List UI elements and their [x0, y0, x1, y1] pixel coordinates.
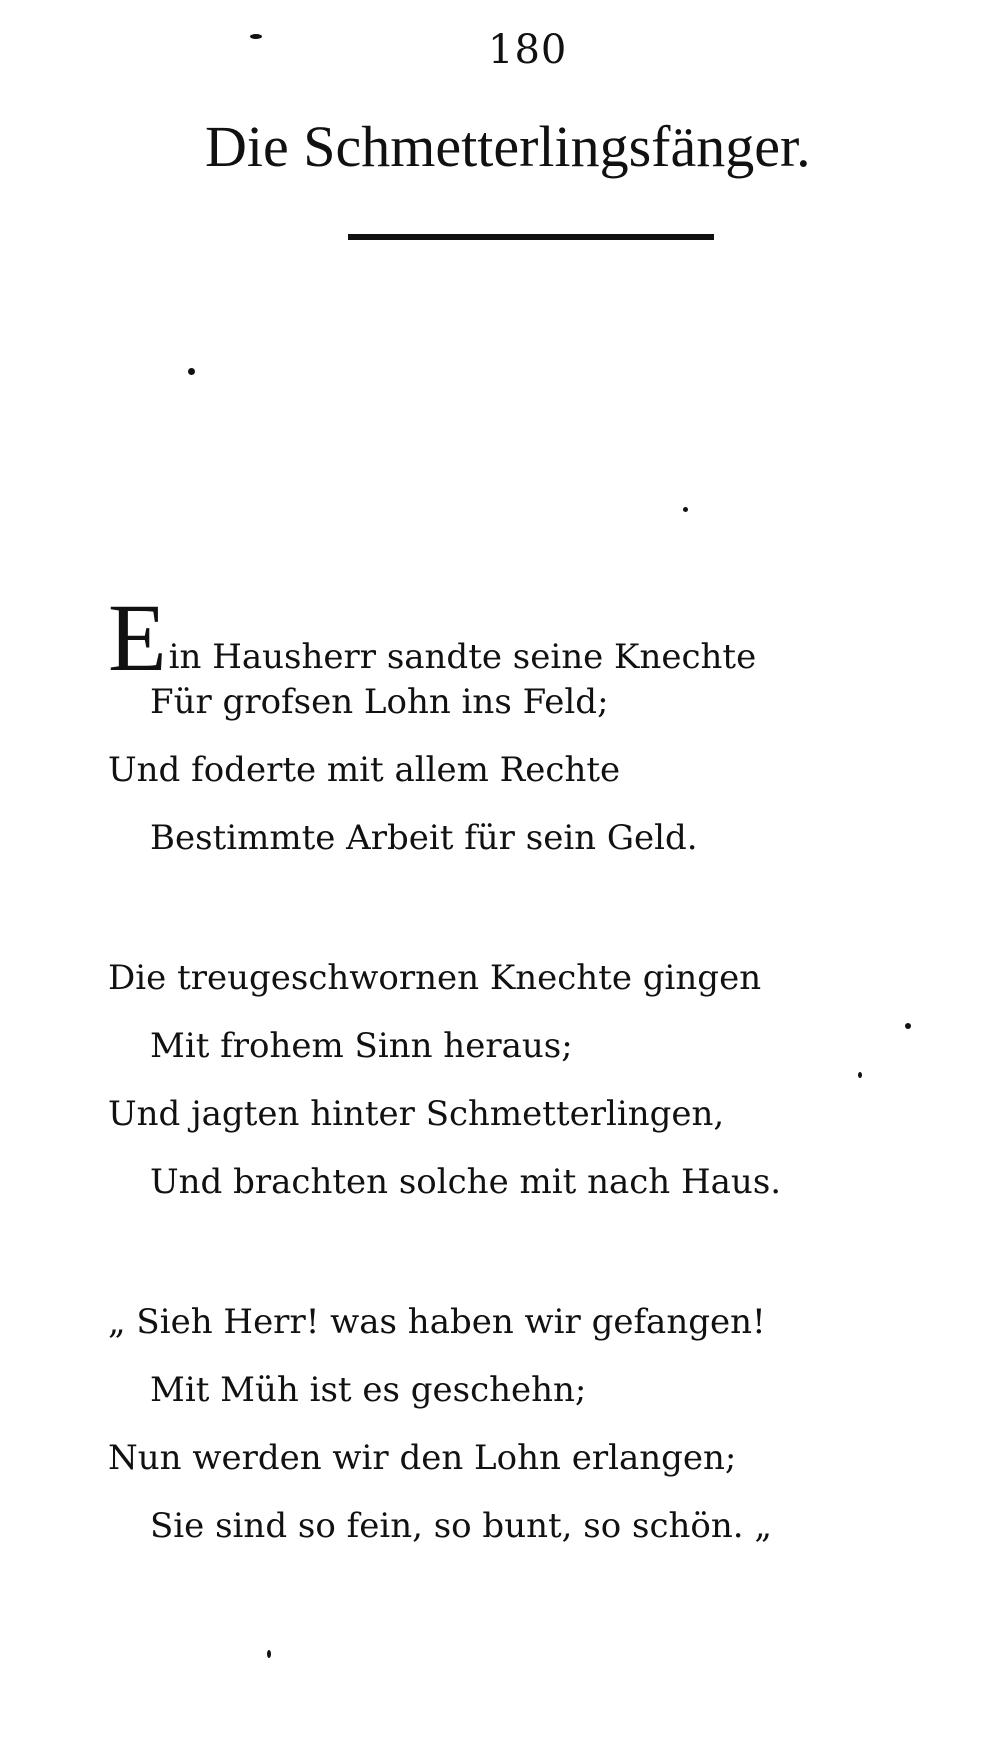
verse-line: Mit frohem Sinn heraus;	[150, 1026, 573, 1066]
verse-line: Mit Müh ist es geschehn;	[150, 1370, 587, 1410]
drop-cap: E	[108, 584, 167, 691]
verse-line: Sie sind so fein, so bunt, so schön. „	[150, 1506, 772, 1546]
stanza-3	[108, 1288, 928, 1560]
verse-line: Bestimmte Arbeit für sein Geld.	[150, 818, 698, 858]
ink-speck	[267, 1650, 271, 1658]
page-number: 180	[488, 27, 568, 73]
verse-line: Und jagten hinter Schmetterlingen,	[108, 1094, 725, 1134]
verse-line: Die treugeschwornen Knechte gingen	[108, 958, 762, 998]
poem-body	[108, 584, 928, 1632]
stanza-2	[108, 944, 928, 1216]
verse-line	[108, 584, 928, 691]
stanza-1	[108, 584, 928, 872]
verse-line: Und foderte mit allem Rechte	[108, 750, 621, 790]
title-rule	[348, 234, 714, 240]
verse-text: in Hausherr sandte seine Knechte	[168, 637, 757, 677]
ink-speck	[188, 368, 195, 375]
poem-title: Die Schmetterlingsfänger.	[205, 114, 811, 179]
verse-line: Und brachten solche mit nach Haus.	[150, 1162, 782, 1202]
ink-speck	[683, 507, 688, 512]
verse-line: „ Sieh Herr! was haben wir gefangen!	[108, 1302, 766, 1342]
ink-speck	[250, 34, 262, 39]
verse-line: Für grofsen Lohn ins Feld;	[150, 682, 609, 722]
verse-line: Nun werden wir den Lohn erlangen;	[108, 1438, 737, 1478]
